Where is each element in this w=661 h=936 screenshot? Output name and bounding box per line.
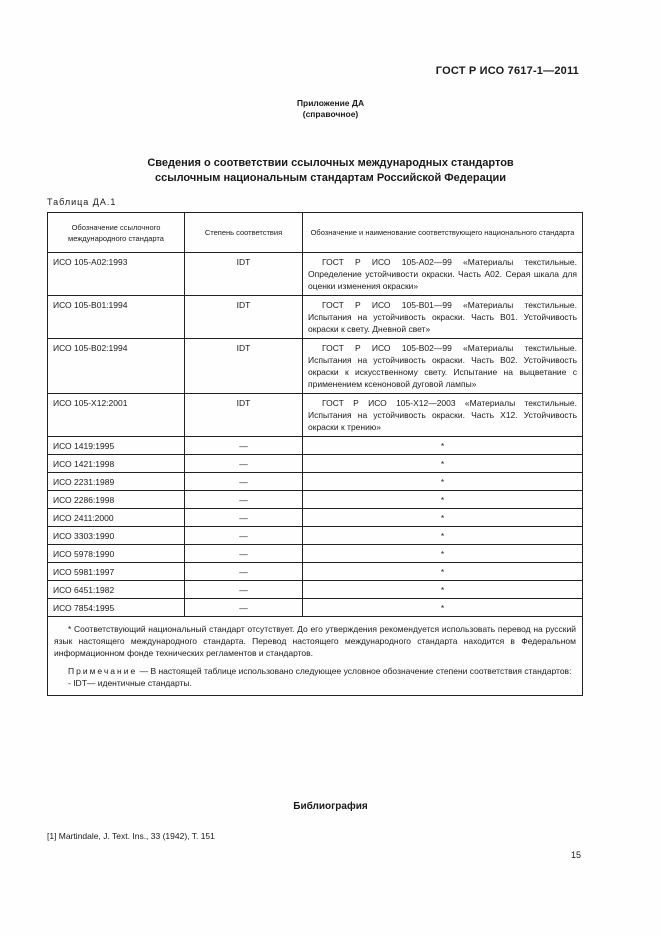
national-cell: ГОСТ Р ИСО 105-В02—99 «Материалы текстильные. Испытания на устойчивость окраски. Часть В02. Устойчивость окраски к искусственному свету. Испытание на выцветание с применением ксеноновой дуговой лампы» — [303, 339, 583, 394]
note-item: - IDT— идентичные стандарты. — [68, 678, 192, 688]
national-cell: ГОСТ Р ИСО 105-Х12—2003 «Материалы текстильные. Испытания на устойчивость окраски. Часть Х12. Устойчивость окраски к трению» — [303, 394, 583, 437]
national-cell: * — [303, 473, 583, 491]
table-caption: Таблица ДА.1 — [47, 197, 117, 207]
national-cell: * — [303, 455, 583, 473]
national-cell: * — [303, 563, 583, 581]
degree-cell: — — [185, 527, 303, 545]
degree-cell: — — [185, 509, 303, 527]
degree-cell: — — [185, 455, 303, 473]
national-cell: * — [303, 491, 583, 509]
reference-cell: ИСО 5978:1990 — [48, 545, 185, 563]
reference-cell: ИСО 7854:1995 — [48, 599, 185, 617]
degree-cell: — — [185, 563, 303, 581]
bibliography-item: [1] Martindale, J. Text. Ins., 33 (1942), T. 151 — [47, 831, 215, 841]
reference-cell: ИСО 2411:2000 — [48, 509, 185, 527]
national-cell: * — [303, 509, 583, 527]
table-row — [48, 296, 583, 339]
note-text: — В настоящей таблице использовано следующее условное обозначение степени соответствия стандартов: — [139, 666, 572, 676]
header-reference-standard: Обозначение ссылочного международного стандарта — [48, 213, 185, 253]
section-title-line1: Сведения о соответствии ссылочных международных стандартов — [147, 157, 514, 169]
header-degree: Степень соответствия — [185, 213, 303, 253]
reference-cell: ИСО 1421:1998 — [48, 455, 185, 473]
reference-cell: ИСО 3303:1990 — [48, 527, 185, 545]
national-cell: * — [303, 437, 583, 455]
national-cell: * — [303, 527, 583, 545]
national-cell: * — [303, 599, 583, 617]
degree-cell: — — [185, 491, 303, 509]
table-row — [48, 599, 583, 617]
note-label: Примечание — [68, 666, 138, 676]
footnote: * Соответствующий национальный стандарт отсутствует. До его утверждения рекомендуется использовать перевод на русский язык настоящего международного стандарта. Перевод настоящего международного стандарта находится в Федеральном информационном фонде технических регламентов и стандартов. — [54, 624, 576, 658]
table-row — [48, 339, 583, 394]
reference-cell: ИСО 105-В02:1994 — [48, 339, 185, 394]
notes-row — [48, 617, 583, 696]
table-row — [48, 437, 583, 455]
degree-cell: — — [185, 581, 303, 599]
reference-cell: ИСО 105-А02:1993 — [48, 253, 185, 296]
reference-cell: ИСО 2231:1989 — [48, 473, 185, 491]
table-row — [48, 581, 583, 599]
table-row — [48, 455, 583, 473]
table-row — [48, 563, 583, 581]
national-cell: * — [303, 581, 583, 599]
degree-cell: — — [185, 437, 303, 455]
document-code: ГОСТ Р ИСО 7617-1—2011 — [435, 65, 579, 77]
degree-cell: — — [185, 545, 303, 563]
note — [54, 665, 576, 677]
table-row — [48, 545, 583, 563]
section-title-line2: ссылочным национальным стандартам Российской Федерации — [154, 172, 507, 184]
correspondence-table — [47, 212, 583, 696]
reference-cell: ИСО 105-В01:1994 — [48, 296, 185, 339]
table-row — [48, 473, 583, 491]
reference-cell: ИСО 5981:1997 — [48, 563, 185, 581]
degree-cell: — — [185, 473, 303, 491]
reference-cell: ИСО 1419:1995 — [48, 437, 185, 455]
notes-cell — [48, 617, 583, 696]
appendix-title: Приложение ДА — [296, 98, 365, 108]
table-row — [48, 491, 583, 509]
header-national-standard: Обозначение и наименование соответствующего национального стандарта — [303, 213, 583, 253]
table-row — [48, 527, 583, 545]
degree-cell: IDT — [185, 296, 303, 339]
national-cell: * — [303, 545, 583, 563]
degree-cell: — — [185, 599, 303, 617]
bibliography-title: Библиография — [293, 801, 368, 812]
page-number: 15 — [571, 850, 582, 860]
national-cell: ГОСТ Р ИСО 105-А02—99 «Материалы текстильные. Определение устойчивости окраски. Часть А02. Серая шкала для оценки изменения окраски» — [303, 253, 583, 296]
degree-cell: IDT — [185, 339, 303, 394]
reference-cell: ИСО 2286:1998 — [48, 491, 185, 509]
table-row — [48, 253, 583, 296]
appendix-subtitle: (справочное) — [302, 109, 359, 119]
reference-cell: ИСО 105-Х12:2001 — [48, 394, 185, 437]
table-row — [48, 394, 583, 437]
reference-cell: ИСО 6451:1982 — [48, 581, 185, 599]
degree-cell: IDT — [185, 394, 303, 437]
national-cell: ГОСТ Р ИСО 105-В01—99 «Материалы текстильные. Испытания на устойчивость окраски. Часть В01. Устойчивость окраски к свету. Дневной свет» — [303, 296, 583, 339]
degree-cell: IDT — [185, 253, 303, 296]
table-row — [48, 509, 583, 527]
